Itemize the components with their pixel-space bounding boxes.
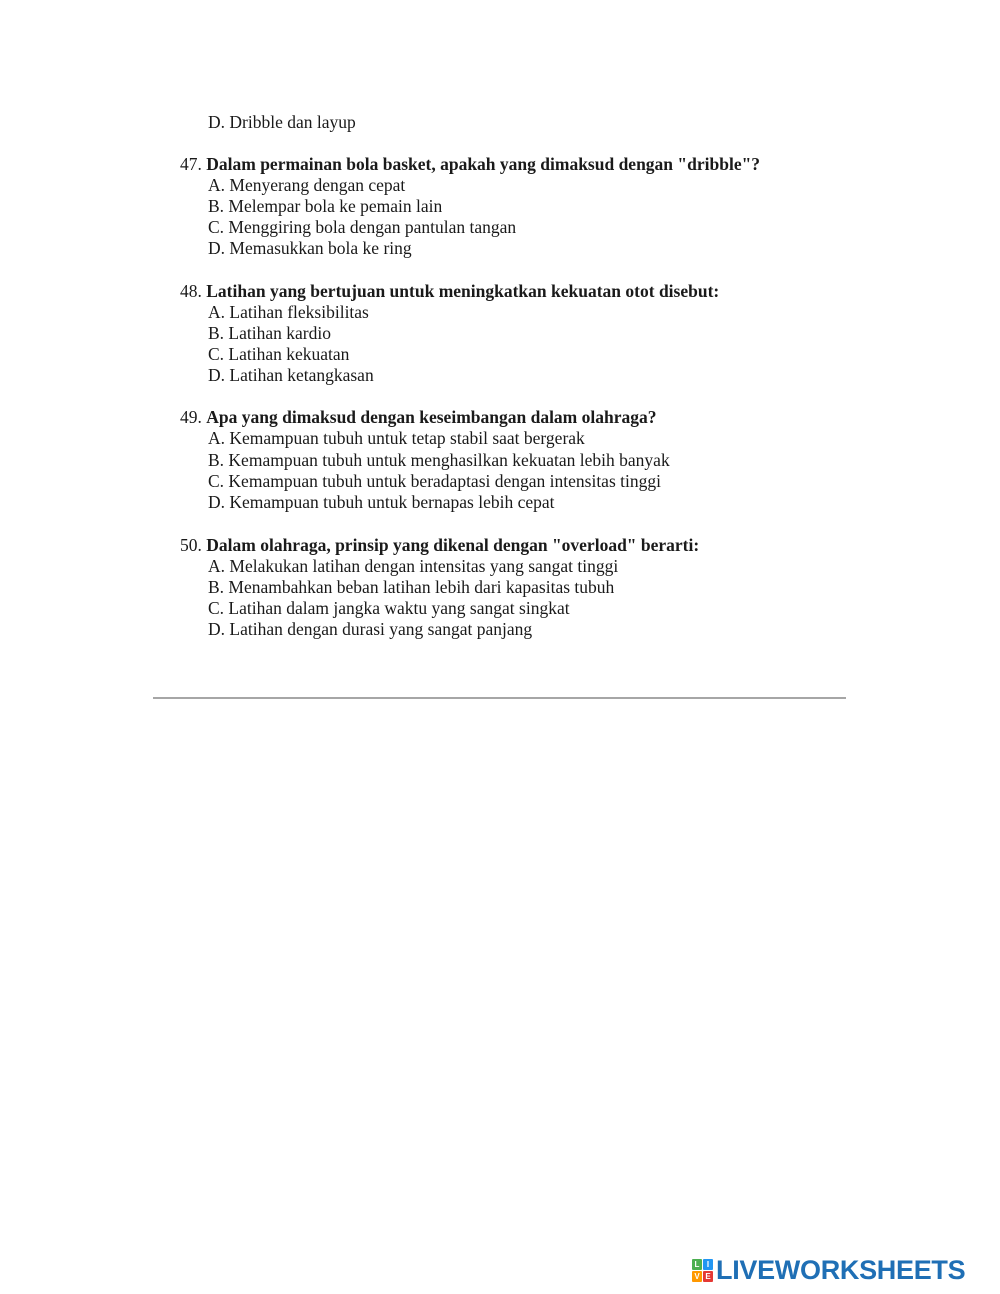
question-number: 50. xyxy=(180,535,202,555)
question-text: Dalam olahraga, prinsip yang dikenal dengan "overload" berarti: xyxy=(206,535,700,555)
question-49 xyxy=(180,407,657,428)
question-47-option-b: B. Melempar bola ke pemain lain xyxy=(208,196,443,216)
liveworksheets-logo xyxy=(692,1256,965,1284)
question-50 xyxy=(180,535,699,556)
question-48 xyxy=(180,281,719,302)
question-49-option-b: B. Kemampuan tubuh untuk menghasilkan kekuatan lebih banyak xyxy=(208,450,670,470)
question-50-option-c: C. Latihan dalam jangka waktu yang sangat singkat xyxy=(208,598,570,618)
previous-question-option-d: D. Dribble dan layup xyxy=(208,112,356,132)
live-blocks-icon xyxy=(692,1259,713,1282)
page-divider xyxy=(153,697,846,699)
question-48-option-b: B. Latihan kardio xyxy=(208,323,331,343)
question-text: Dalam permainan bola basket, apakah yang dimaksud dengan "dribble"? xyxy=(206,154,761,174)
question-48-option-a: A. Latihan fleksibilitas xyxy=(208,302,369,322)
question-number: 49. xyxy=(180,407,202,427)
logo-block-e: E xyxy=(703,1271,713,1282)
question-48-option-c: C. Latihan kekuatan xyxy=(208,344,350,364)
question-number: 48. xyxy=(180,281,202,301)
question-47-option-a: A. Menyerang dengan cepat xyxy=(208,175,406,195)
question-text: Latihan yang bertujuan untuk meningkatkan kekuatan otot disebut: xyxy=(206,281,720,301)
question-50-option-d: D. Latihan dengan durasi yang sangat panjang xyxy=(208,619,533,639)
question-number: 47. xyxy=(180,154,202,174)
logo-block-i: I xyxy=(703,1259,713,1270)
question-49-option-a: A. Kemampuan tubuh untuk tetap stabil saat bergerak xyxy=(208,428,585,448)
question-47 xyxy=(180,154,760,175)
logo-block-v: V xyxy=(692,1271,702,1282)
question-text: Apa yang dimaksud dengan keseimbangan dalam olahraga? xyxy=(206,407,657,427)
logo-block-l: L xyxy=(692,1259,702,1270)
question-47-option-c: C. Menggiring bola dengan pantulan tangan xyxy=(208,217,517,237)
question-50-option-b: B. Menambahkan beban latihan lebih dari kapasitas tubuh xyxy=(208,577,615,597)
question-49-option-d: D. Kemampuan tubuh untuk bernapas lebih cepat xyxy=(208,492,555,512)
logo-text: LIVEWORKSHEETS xyxy=(716,1255,966,1285)
question-47-option-d: D. Memasukkan bola ke ring xyxy=(208,238,412,258)
question-50-option-a: A. Melakukan latihan dengan intensitas yang sangat tinggi xyxy=(208,556,619,576)
question-49-option-c: C. Kemampuan tubuh untuk beradaptasi dengan intensitas tinggi xyxy=(208,471,661,491)
question-48-option-d: D. Latihan ketangkasan xyxy=(208,365,374,385)
